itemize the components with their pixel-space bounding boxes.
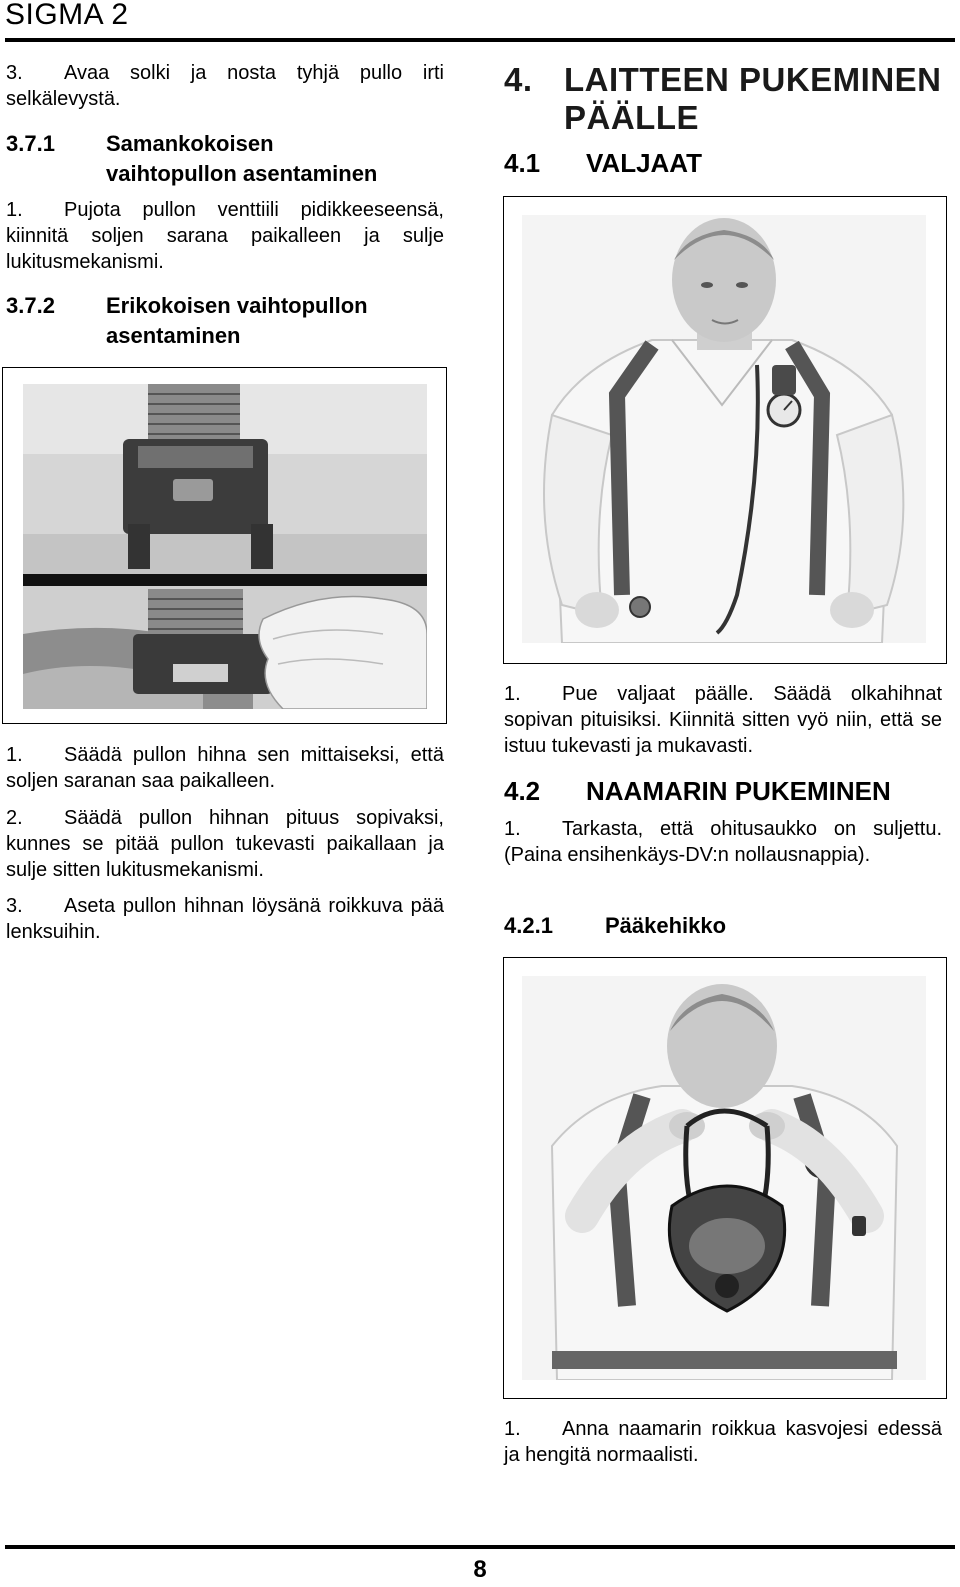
section-title: VALJAAT	[586, 148, 703, 178]
section-4-heading	[504, 61, 954, 139]
section-4-1-step-1	[504, 681, 942, 759]
section-number: 3.7.2	[6, 293, 55, 318]
section-title: Pääkehikko	[605, 913, 727, 938]
step-3-paragraph	[6, 60, 444, 112]
step-text: Säädä pullon hihnan pituus sopivaksi, kunnes se pitää pullon tukevasti paikallaan ja sulje sitten lukitusmekanismi.	[6, 807, 444, 881]
section-title-line2: PÄÄLLE	[564, 99, 699, 136]
step-text: Avaa solki ja nosta tyhjä pullo irti selkälevystä.	[6, 62, 444, 110]
step-number: 1.	[504, 818, 521, 840]
step-text: Säädä pullon hihna sen mittaiseksi, että soljen saranan saa paikalleen.	[6, 744, 444, 792]
step-text: Aseta pullon hihnan löysänä roikkuva pää lenksuihin.	[6, 895, 444, 943]
harness-photo-frame	[503, 196, 947, 664]
section-3-7-1-step-1	[6, 197, 444, 275]
step-text: Pujota pullon venttiili pidikkeeseensä, kiinnitä soljen sarana paikalleen ja sulje lukitusmekanismi.	[6, 199, 444, 273]
buckle-illustration	[23, 384, 427, 709]
section-title-line1: Erikokoisen vaihtopullon	[106, 293, 368, 318]
harness-photo	[522, 215, 926, 643]
section-4-2-step-1	[504, 816, 942, 868]
section-number: 4.2	[504, 776, 541, 806]
step-number: 1.	[6, 199, 23, 221]
section-4-1-heading	[504, 148, 954, 180]
section-3-7-2-step-3	[6, 893, 444, 945]
section-3-7-2-step-1	[6, 742, 444, 794]
document-header-title: SIGMA 2	[5, 0, 129, 31]
section-title-line2: vaihtopullon asentaminen	[106, 161, 378, 186]
section-number: 4.1	[504, 148, 541, 178]
step-number: 1.	[504, 1418, 521, 1440]
section-title-line2: asentaminen	[106, 323, 241, 348]
buckle-photo-frame	[2, 367, 447, 724]
step-number: 1.	[504, 683, 521, 705]
section-title: NAAMARIN PUKEMINEN	[586, 776, 891, 806]
section-4-2-1-heading	[504, 911, 954, 941]
section-4-2-heading	[504, 776, 954, 808]
step-text: Anna naamarin roikkua kasvojesi edessä ja hengitä normaalisti.	[504, 1418, 942, 1466]
mask-photo-frame	[503, 957, 947, 1399]
section-4-2-1-step-1	[504, 1416, 942, 1468]
section-title-line1: Samankokoisen	[106, 131, 274, 156]
section-number: 4.2.1	[504, 913, 553, 938]
section-3-7-2-step-2	[6, 805, 444, 883]
page-number: 8	[473, 1556, 487, 1583]
footer-rule	[5, 1545, 955, 1549]
person-wearing-harness-illustration	[522, 215, 926, 643]
header-rule	[5, 38, 955, 42]
step-number: 1.	[6, 744, 23, 766]
person-donning-mask-illustration	[522, 976, 926, 1380]
step-number: 3.	[6, 895, 23, 917]
step-text: Tarkasta, että ohitusaukko on suljettu. (Paina ensihenkäys-DV:n nollausnappia).	[504, 818, 942, 866]
section-title-line1: LAITTEEN PUKEMINEN	[564, 61, 942, 98]
step-number: 2.	[6, 807, 23, 829]
section-number: 3.7.1	[6, 131, 55, 156]
section-number: 4.	[504, 61, 533, 98]
mask-photo	[522, 976, 926, 1380]
section-3-7-2-heading	[6, 291, 446, 351]
buckle-photo	[23, 384, 427, 709]
step-number: 3.	[6, 62, 23, 84]
step-text: Pue valjaat päälle. Säädä olkahihnat sopivan pituisiksi. Kiinnitä sitten vyö niin, että se istuu tukevasti ja mukavasti.	[504, 683, 942, 757]
section-3-7-1-heading	[6, 129, 446, 189]
